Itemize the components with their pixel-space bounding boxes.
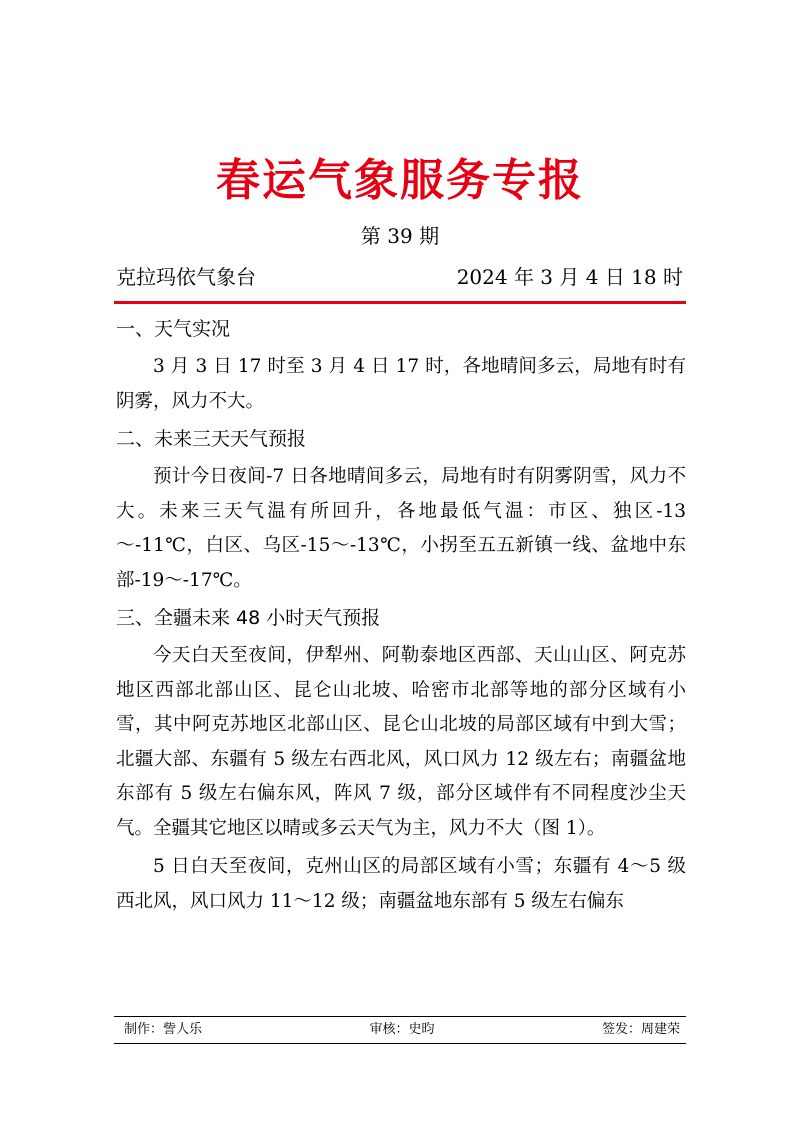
issue-number: 第 39 期 bbox=[360, 224, 440, 248]
observation-paragraph: 3 月 3 日 17 时至 3 月 4 日 17 时，各地晴间多云，局地有时有阴雾，风力不大。 bbox=[116, 356, 686, 412]
issue-date: 2024 年 3 月 4 日 18 时 bbox=[456, 265, 683, 289]
issuing-organization: 克拉玛依气象台 bbox=[116, 265, 256, 289]
three-day-forecast-paragraph: 预计今日夜间-7 日各地晴间多云，局地有时有阴雾阴雪，风力不大。未来三天气温有所回升，各地最低气温：市区、独区-13～-11℃，白区、乌区-15～-13℃，小拐至五五新镇一线、盆地中东部-19～-17℃。 bbox=[116, 466, 686, 591]
report-title: 春运气象服务专报 bbox=[216, 155, 584, 206]
xinjiang-forecast-paragraph-day5: 5 日白天至夜间，克州山区的局部区域有小雪；东疆有 4～5 级西北风，风口风力 11～12 级；南疆盆地东部有 5 级左右偏东 bbox=[116, 856, 686, 912]
footer-author: 制作：訾人乐 bbox=[124, 1022, 203, 1037]
header-divider bbox=[114, 301, 686, 304]
footer-credits bbox=[124, 1020, 680, 1040]
section-heading-observation: 一、天气实况 bbox=[116, 318, 231, 340]
footer-divider-top bbox=[114, 1016, 686, 1017]
section-heading-three-day-forecast: 二、未来三天天气预报 bbox=[116, 428, 307, 450]
report-body bbox=[116, 312, 686, 922]
footer-reviewer: 审核：史昀 bbox=[369, 1022, 435, 1037]
section-heading-xinjiang-48h-forecast: 三、全疆未来 48 小时天气预报 bbox=[116, 607, 381, 629]
footer-divider-bottom bbox=[114, 1043, 686, 1044]
xinjiang-forecast-paragraph-today: 今天白天至夜间，伊犁州、阿勒泰地区西部、天山山区、阿克苏地区西部北部山区、昆仑山北坡、哈密市北部等地的部分区域有小雪，其中阿克苏地区北部山区、昆仑山北坡的局部区域有中到大雪；北疆大部、东疆有 5 级左右西北风，风口风力 12 级左右；南疆盆地东部有 5 级左右偏东风，阵风 7 级，部分区域伴有不同程度沙尘天气。全疆其它地区以晴或多云天气为主，风力不大（图 1）。 bbox=[116, 645, 686, 839]
footer-signer: 签发：周建荣 bbox=[601, 1022, 680, 1037]
